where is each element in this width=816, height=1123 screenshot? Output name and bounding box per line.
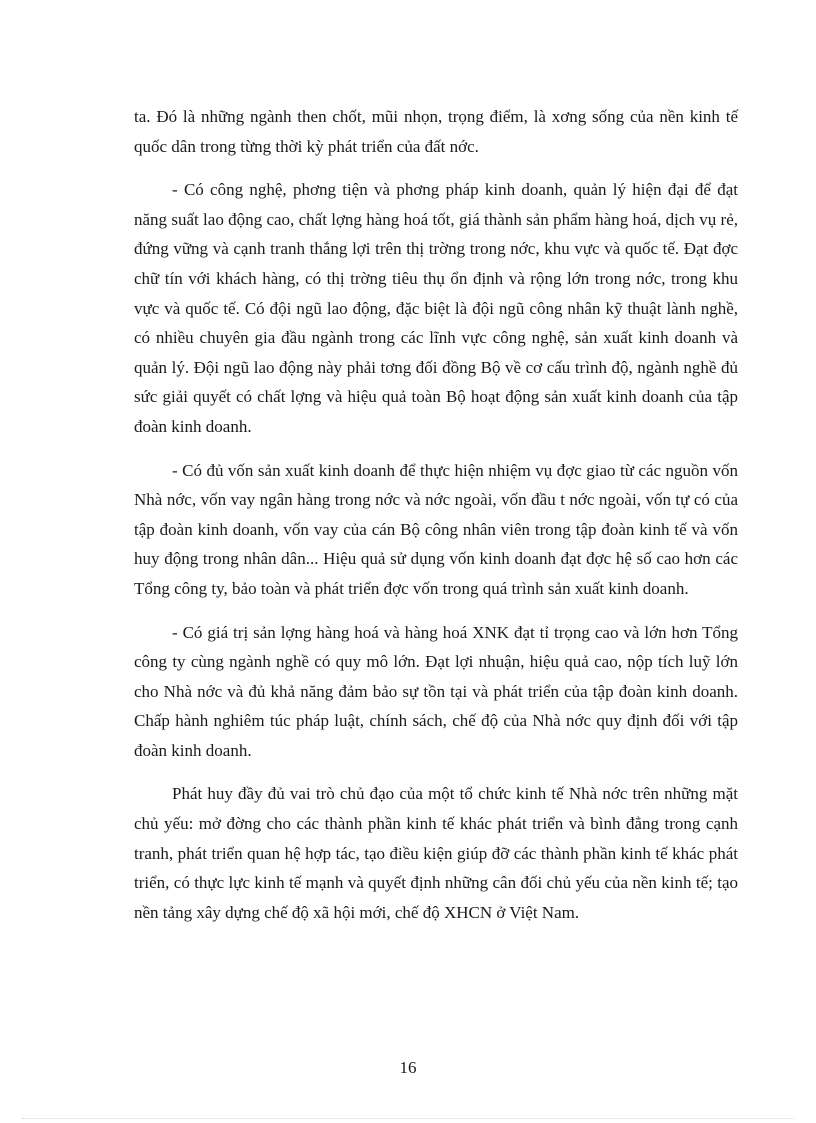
paragraph-leading-role: Phát huy đầy đủ vai trò chủ đạo của một tổ chức kinh tế Nhà nớc trên những mặt chủ yếu: mở đờng cho các thành phần kinh tế khác phát triển và bình đẳng trong cạnh tranh, phát triển quan hệ hợp tác, tạo điều kiện giúp đỡ các thành phần kinh tế khác phát triển, có thực lực kinh tế mạnh và quyết định những cân đối chủ yếu của nền kinh tế; tạo nền tảng xây dựng chế độ xã hội mới, chế độ XHCN ở Việt Nam. bbox=[134, 784, 738, 922]
paragraph-continuation: ta. Đó là những ngành then chốt, mũi nhọn, trọng điểm, là xơng sống của nền kinh tế quốc dân trong từng thời kỳ phát triển của đất nớc. bbox=[134, 107, 738, 156]
body-text bbox=[134, 102, 738, 941]
footer-divider bbox=[22, 1118, 794, 1119]
paragraph-capital: - Có đủ vốn sản xuất kinh doanh để thực hiện nhiệm vụ đợc giao từ các nguồn vốn Nhà nớc, vốn vay ngân hàng trong nớc và nớc ngoài, vốn đầu t nớc ngoài, vốn tự có của tập đoàn kinh doanh, vốn vay của cán Bộ công nhân viên trong tập đoàn kinh tế và vốn huy động trong nhân dân... Hiệu quả sử dụng vốn kinh doanh đạt đợc hệ số cao hơn các Tổng công ty, bảo toàn và phát triển đợc vốn trong quá trình sản xuất kinh doanh. bbox=[134, 460, 738, 598]
page-number: 16 bbox=[399, 1058, 417, 1077]
paragraph-technology: - Có công nghệ, phơng tiện và phơng pháp kinh doanh, quản lý hiện đại để đạt năng suất lao động cao, chất lợng hàng hoá tốt, giá thành sản phẩm hàng hoá, dịch vụ rẻ, đứng vững và cạnh tranh thắng lợi trên thị trờng trong nớc, khu vực và quốc tế. Đạt đợc chữ tín với khách hàng, có thị trờng tiêu thụ ổn định và rộng lớn trong nớc, trong khu vực và quốc tế. Có đội ngũ lao động, đặc biệt là đội ngũ công nhân kỹ thuật lành nghề, có nhiều chuyên gia đầu ngành trong các lĩnh vực công nghệ, sản xuất kinh doanh và quản lý. Đội ngũ lao động này phải tơng đối đồng Bộ về cơ cấu trình độ, ngành nghề đủ sức giải quyết có chất lợng và hiệu quả toàn Bộ hoạt động sản xuất kinh doanh của tập đoàn kinh doanh. bbox=[134, 180, 738, 436]
paragraph-output: - Có giá trị sản lợng hàng hoá và hàng hoá XNK đạt tỉ trọng cao và lớn hơn Tổng công ty cùng ngành nghề có quy mô lớn. Đạt lợi nhuận, hiệu quả cao, nộp tích luỹ lớn cho Nhà nớc và đủ khả năng đảm bảo sự tồn tại và phát triển của tập đoàn kinh doanh. Chấp hành nghiêm túc pháp luật, chính sách, chế độ của Nhà nớc quy định đối với tập đoàn kinh doanh. bbox=[134, 622, 738, 760]
